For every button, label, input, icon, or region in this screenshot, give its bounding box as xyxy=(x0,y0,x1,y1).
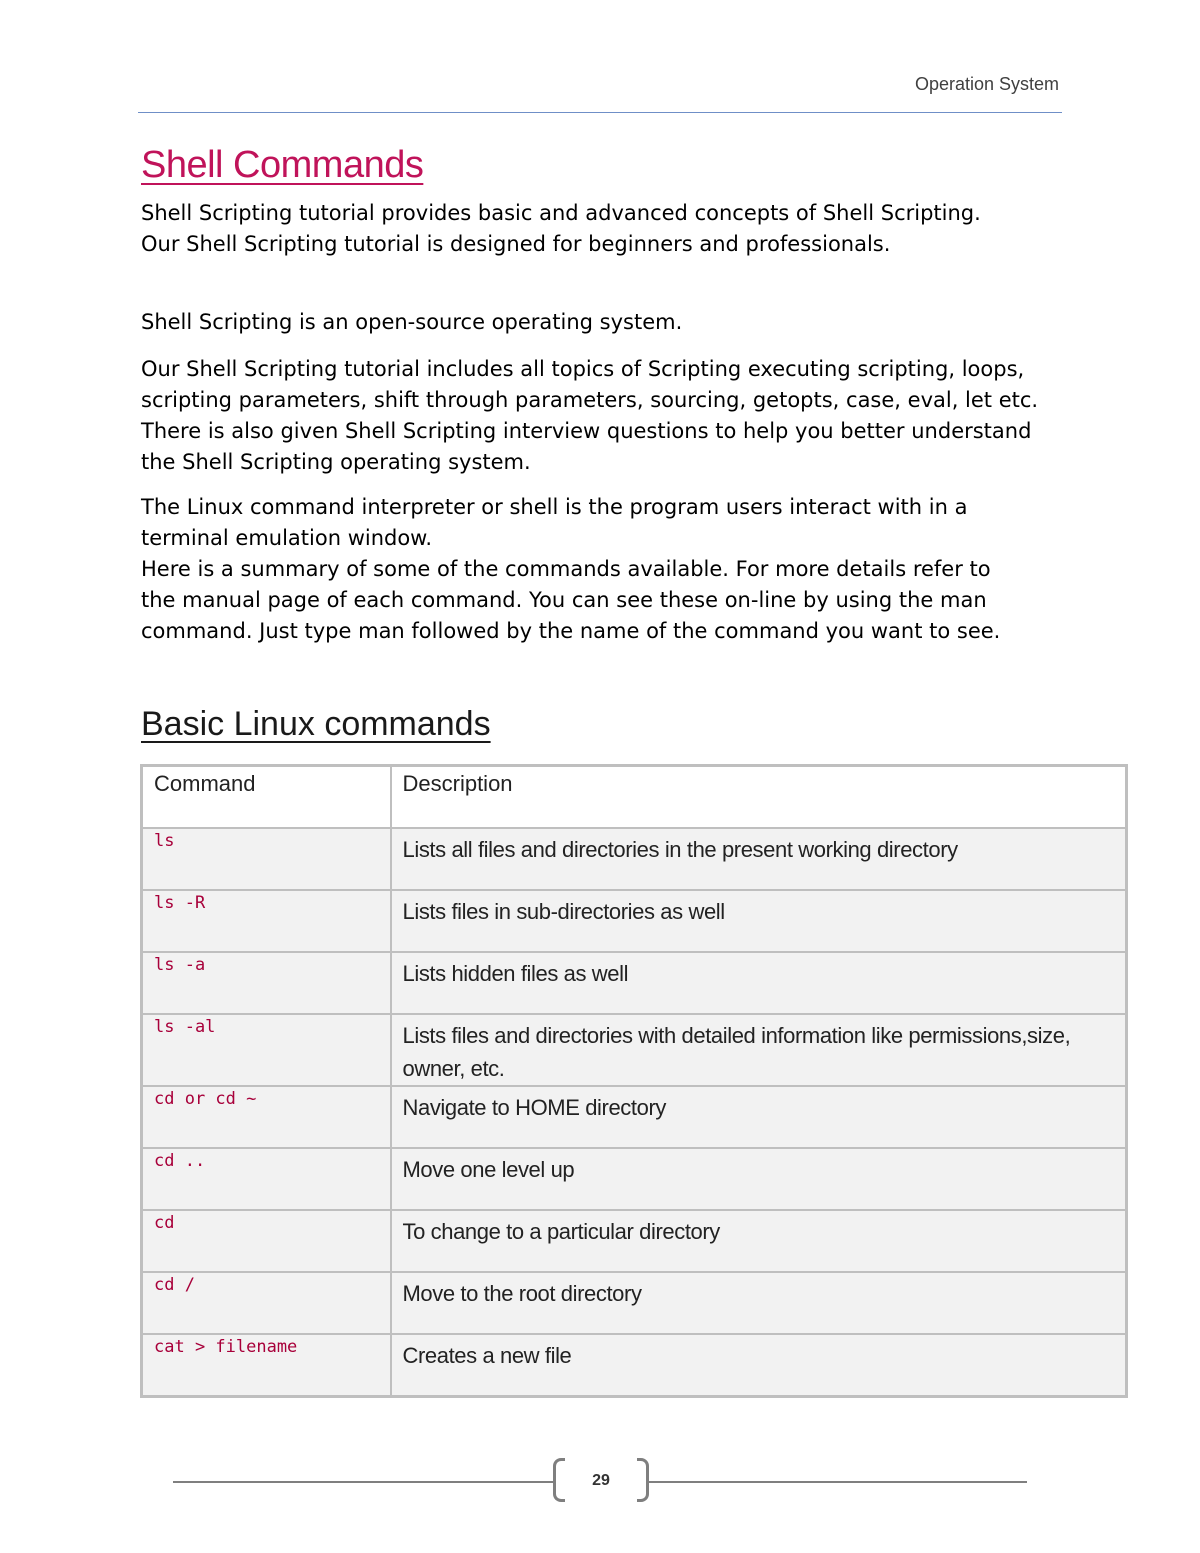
description-cell: Creates a new file xyxy=(391,1334,1127,1397)
commands-table xyxy=(140,764,1128,1398)
page-number: 29 xyxy=(592,1472,610,1489)
command-cell: cat > filename xyxy=(142,1334,391,1397)
paragraph-topics: Our Shell Scripting tutorial includes all topics of Scripting executing scripting, loops, scripting parameters, shift through parameters, sourcing, getopts, case, eval, let etc. There is also given Shell Scripting interview questions to help you better understand the Shell Scripting operating system. xyxy=(141,357,1039,474)
description-cell: Move to the root directory xyxy=(391,1272,1127,1334)
command-cell: ls -a xyxy=(142,952,391,1014)
command-cell: ls xyxy=(142,828,391,890)
table-row xyxy=(142,1210,1127,1272)
table-row xyxy=(142,952,1127,1014)
table-row xyxy=(142,890,1127,952)
description-cell: Navigate to HOME directory xyxy=(391,1086,1127,1148)
paragraph-intro: Shell Scripting tutorial provides basic and advanced concepts of Shell Scripting. Our Shell Scripting tutorial is designed for beginners and professionals. xyxy=(141,201,981,256)
table-row xyxy=(142,828,1127,890)
description-cell: Lists files in sub-directories as well xyxy=(391,890,1127,952)
command-cell: cd xyxy=(142,1210,391,1272)
description-cell: To change to a particular directory xyxy=(391,1210,1127,1272)
footer-rule-left xyxy=(173,1481,553,1483)
footer-rule-right xyxy=(649,1481,1027,1483)
table-header-row xyxy=(142,766,1127,829)
running-header: Operation System xyxy=(914,74,1059,94)
table-row xyxy=(142,1148,1127,1210)
section-heading-basic-linux-commands: Basic Linux commands xyxy=(141,705,491,743)
description-cell: Lists hidden files as well xyxy=(391,952,1127,1014)
description-cell: Move one level up xyxy=(391,1148,1127,1210)
footer-bracket-left-icon xyxy=(553,1458,565,1502)
footer-bracket-right-icon xyxy=(637,1458,649,1502)
description-cell: Lists files and directories with detailed information like permissions,size, owner, etc. xyxy=(391,1014,1127,1086)
table-row xyxy=(142,1014,1127,1086)
command-cell: cd / xyxy=(142,1272,391,1334)
paragraph-open-source: Shell Scripting is an open-source operating system. xyxy=(141,310,683,334)
command-cell: cd .. xyxy=(142,1148,391,1210)
command-cell: ls -al xyxy=(142,1014,391,1086)
header-rule xyxy=(138,112,1062,113)
section-heading-shell-commands: Shell Commands xyxy=(141,144,424,186)
table-row xyxy=(142,1272,1127,1334)
table-row xyxy=(142,1334,1127,1397)
table-row xyxy=(142,1086,1127,1148)
paragraph-summary: Here is a summary of some of the commands available. For more details refer to the manual page of each command. You can see these on-line by using the man command. Just type man followed by the name of the command you want to see. xyxy=(141,557,1001,643)
paragraph-interpreter: The Linux command interpreter or shell is the program users interact with in a terminal emulation window. xyxy=(141,495,968,550)
column-header-description: Description xyxy=(391,766,1127,829)
column-header-command: Command xyxy=(142,766,391,829)
command-cell: ls -R xyxy=(142,890,391,952)
description-cell: Lists all files and directories in the present working directory xyxy=(391,828,1127,890)
command-cell: cd or cd ~ xyxy=(142,1086,391,1148)
